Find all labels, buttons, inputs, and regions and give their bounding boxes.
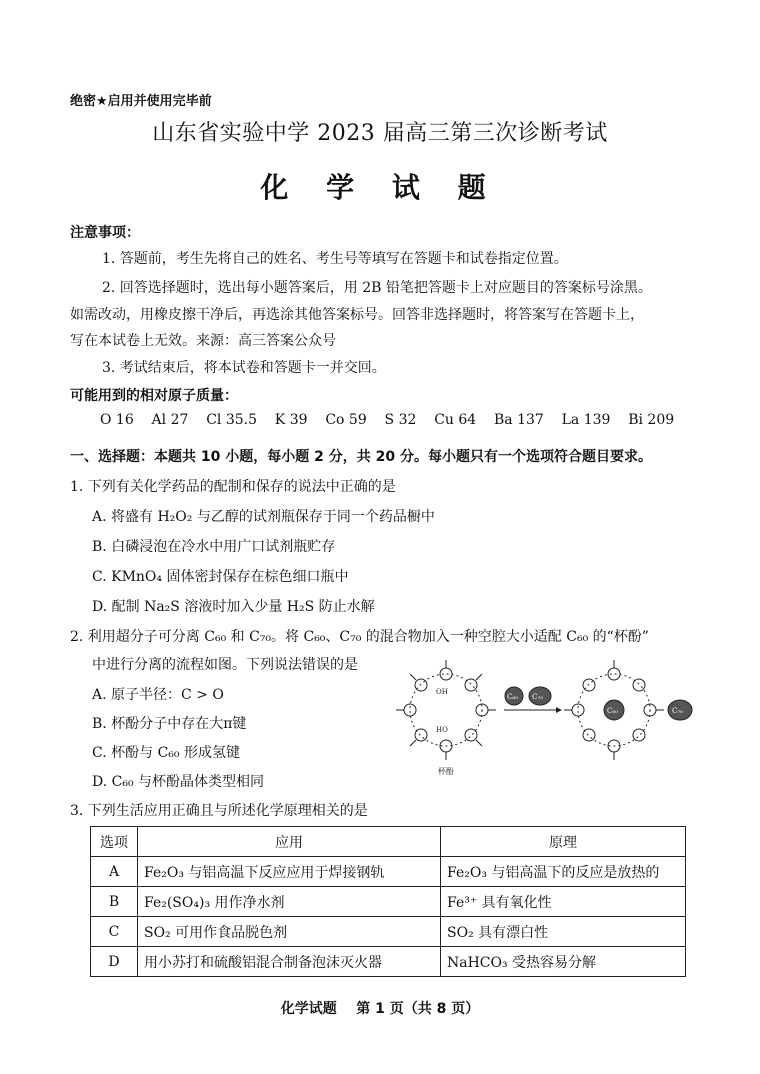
table-cell-application: 用小苏打和硫酸铝混合制备泡沫灭火器 <box>138 947 441 977</box>
atomic-mass-heading: 可能用到的相对原子质量： <box>70 388 238 404</box>
calixarene-separation-figure <box>388 652 700 780</box>
question-2-option-c: C. 杯酚与 C₆₀ 形成氢键 <box>92 745 240 761</box>
table-header-row <box>91 827 686 857</box>
question-1-option-b: B. 白磷浸泡在冷水中用广口试剂瓶贮存 <box>92 539 336 555</box>
table-header-option: 选项 <box>91 827 138 857</box>
table-cell-application: SO₂ 可用作食品脱色剂 <box>138 917 441 947</box>
table-cell-principle: Fe³⁺ 具有氧化性 <box>441 887 686 917</box>
question-2-stem-line-2: 中进行分离的流程如图。下列说法错误的是 <box>92 657 358 673</box>
table-cell-option: D <box>91 947 138 977</box>
table-cell-application: Fe₂O₃ 与铝高温下反应应用于焊接钢轨 <box>138 857 441 887</box>
c60-ball-input <box>505 687 523 705</box>
question-1-option-d: D. 配制 Na₂S 溶液时加入少量 H₂S 防止水解 <box>92 599 375 615</box>
separation-arrow <box>504 707 562 713</box>
table-cell-option: A <box>91 857 138 887</box>
question-2-stem-line-1: 2. 利用超分子可分离 C₆₀ 和 C₇₀。将 C₆₀、C₇₀ 的混合物加入一种空腔大小适配 C₆₀ 的“杯酚” <box>70 629 649 645</box>
note-2-line-3: 写在本试卷上无效。来源：高三答案公众号 <box>70 333 336 349</box>
table-cell-principle: SO₂ 具有漂白性 <box>441 917 686 947</box>
table-cell-principle: Fe₂O₃ 与铝高温下的反应是放热的 <box>441 857 686 887</box>
table-cell-application: Fe₂(SO₄)₃ 用作净水剂 <box>138 887 441 917</box>
table-row <box>91 917 686 947</box>
page-footer: 化学试题 第 1 页（共 8 页） <box>280 1001 480 1017</box>
c70-ball-input <box>529 687 551 705</box>
note-2-line-1: 2. 回答选择题时，选出每小题答案后，用 2B 铅笔把答题卡上对应题目的答案标号涂黑。 <box>102 280 652 296</box>
question-1-option-c: C. KMnO₄ 固体密封保存在棕色细口瓶中 <box>92 569 349 585</box>
atomic-mass-values: O 16 Al 27 Cl 35.5 K 39 Co 59 S 32 Cu 64 Ba 137 La 139 Bi 209 <box>100 412 675 428</box>
table-row <box>91 887 686 917</box>
question-2-option-d: D. C₆₀ 与杯酚晶体类型相同 <box>92 774 265 790</box>
question-1-option-a: A. 将盛有 H₂O₂ 与乙醇的试剂瓶保存于同一个药品橱中 <box>92 509 435 525</box>
confidential-mark: 绝密★启用并使用完毕前 <box>70 94 212 109</box>
subject-title: 化 学 试 题 <box>260 171 500 204</box>
note-3: 3. 考试结束后，将本试卷和答题卡一并交回。 <box>102 360 386 376</box>
c70-ball-separated <box>668 700 692 720</box>
table-cell-principle: NaHCO₃ 受热容易分解 <box>441 947 686 977</box>
c60-label-captured: C₆₀ <box>607 707 618 715</box>
note-2-line-2: 如需改动，用橡皮擦干净后，再选涂其他答案标号。回答非选择题时，将答案写在答题卡上， <box>70 307 644 323</box>
question-3-stem: 3. 下列生活应用正确且与所述化学原理相关的是 <box>70 803 368 819</box>
table-row <box>91 857 686 887</box>
c60-label-input: C₆₀ <box>507 693 518 701</box>
table-row <box>91 947 686 977</box>
table-cell-option: C <box>91 917 138 947</box>
hydroxyl-label-bottom: HO <box>436 726 448 734</box>
exam-title: 山东省实验中学 2023 届高三第三次诊断考试 <box>152 121 608 146</box>
notes-heading: 注意事项： <box>70 225 140 241</box>
table-header-application: 应用 <box>138 827 441 857</box>
calixarene-left <box>396 660 496 760</box>
note-1: 1. 答题前，考生先将自己的姓名、考生号等填写在答题卡和试卷指定位置。 <box>102 251 568 267</box>
c70-label-input: C₇₀ <box>532 693 543 701</box>
calixarene-label: 杯酚 <box>438 767 454 776</box>
c60-ball-captured <box>604 700 624 720</box>
question-2-option-a: A. 原子半径：C > O <box>92 687 224 703</box>
question-3-table <box>90 826 686 977</box>
c70-label-separated: C₇₀ <box>672 707 683 715</box>
hydroxyl-label-top: OH <box>436 688 448 696</box>
question-2-option-b: B. 杯酚分子中存在大π键 <box>92 716 247 732</box>
table-cell-option: B <box>91 887 138 917</box>
question-1-stem: 1. 下列有关化学药品的配制和保存的说法中正确的是 <box>70 479 396 495</box>
section-heading: 一、选择题：本题共 10 小题，每小题 2 分，共 20 分。每小题只有一个选项符合题目要求。 <box>70 449 652 465</box>
table-header-principle: 原理 <box>441 827 686 857</box>
